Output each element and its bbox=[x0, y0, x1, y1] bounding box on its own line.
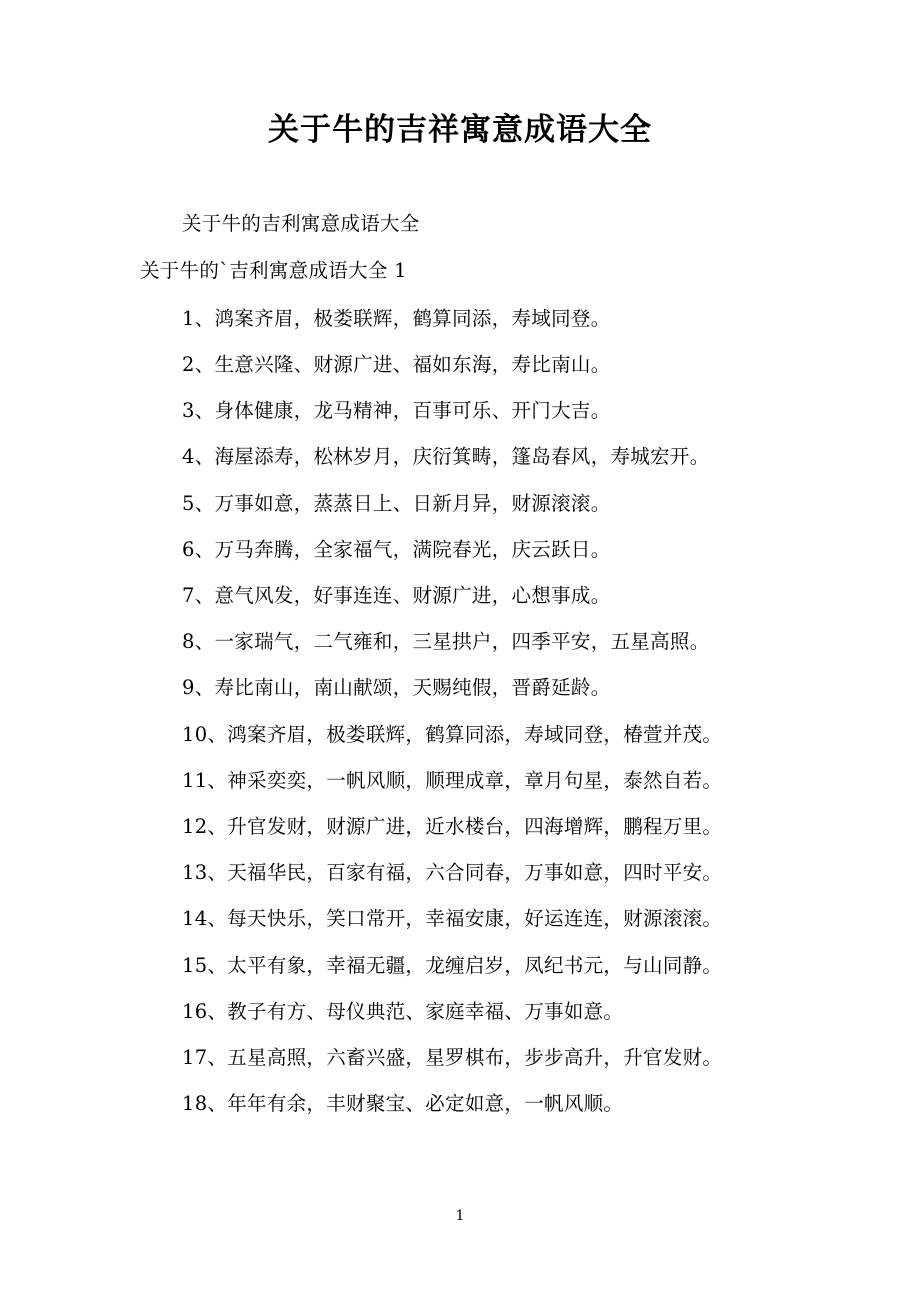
list-item: 7、意气风发，好事连连、财源广进，心想事成。 bbox=[182, 583, 611, 607]
intro-paragraph: 关于牛的吉利寓意成语大全 bbox=[182, 212, 420, 236]
list-item: 12、升官发财，财源广进，近水楼台，四海增辉，鹏程万里。 bbox=[182, 815, 723, 839]
list-item: 16、教子有方、母仪典范、家庭幸福、万事如意。 bbox=[182, 999, 624, 1023]
list-item: 1、鸿案齐眉，极娄联辉，鹤算同添，寿域同登。 bbox=[182, 306, 611, 330]
list-item: 8、一家瑞气，二气雍和，三星拱户，四季平安，五星高照。 bbox=[182, 630, 710, 654]
list-item: 6、万马奔腾，全家福气，满院春光，庆云跃日。 bbox=[182, 537, 611, 561]
list-item: 17、五星高照，六畜兴盛，星罗棋布，步步高升，升官发财。 bbox=[182, 1046, 723, 1070]
list-item: 14、每天快乐，笑口常开，幸福安康，好运连连，财源滚滚。 bbox=[182, 907, 723, 931]
list-item: 18、年年有余，丰财聚宝、必定如意，一帆风顺。 bbox=[182, 1092, 624, 1116]
list-item: 13、天福华民，百家有福，六合同春，万事如意，四时平安。 bbox=[182, 861, 723, 885]
page-title: 关于牛的吉祥寓意成语大全 bbox=[268, 112, 652, 148]
list-item: 3、身体健康，龙马精神，百事可乐、开门大吉。 bbox=[182, 399, 611, 423]
page-number: 1 bbox=[455, 1208, 465, 1224]
list-item: 4、海屋添寿，松林岁月，庆衍箕畴，篷岛春风，寿城宏开。 bbox=[182, 445, 710, 469]
list-item: 11、神采奕奕，一帆风顺，顺理成章，章月句星，泰然自若。 bbox=[182, 768, 723, 792]
document-body bbox=[0, 209, 920, 1119]
list-item: 10、鸿案齐眉，极娄联辉，鹤算同添，寿域同登，椿萱并茂。 bbox=[182, 722, 723, 746]
section-heading: 关于牛的`吉利寓意成语大全 1 bbox=[140, 259, 407, 283]
list-item: 9、寿比南山，南山献颂，天赐纯假，晋爵延龄。 bbox=[182, 676, 611, 700]
list-item: 2、生意兴隆、财源广进、福如东海，寿比南山。 bbox=[182, 352, 611, 376]
list-item: 5、万事如意，蒸蒸日上、日新月异，财源滚滚。 bbox=[182, 491, 611, 515]
list-item: 15、太平有象，幸福无疆，龙缠启岁，凤纪书元，与山同静。 bbox=[182, 953, 723, 977]
